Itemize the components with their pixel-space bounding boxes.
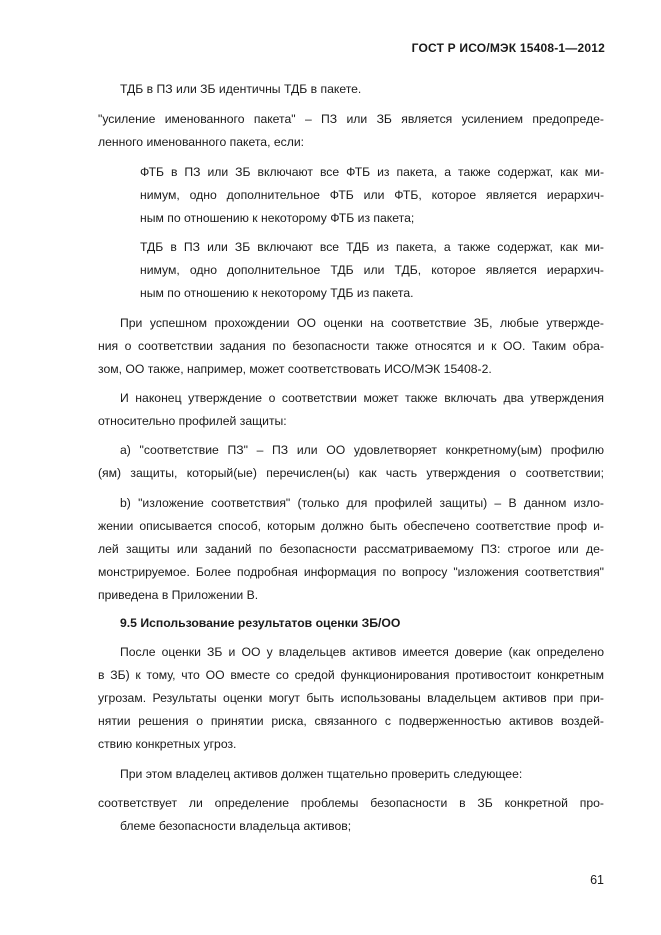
text-line: ным по отношению к некоторому ТДБ из пакета. xyxy=(140,286,414,300)
text-line: нимум, одно дополнительное ФТБ или ФТБ, которое является иерархич- xyxy=(140,188,604,202)
document-header: ГОСТ Р ИСО/МЭК 15408-1—2012 xyxy=(411,41,605,55)
text-line: жении описывается способ, которым должно быть обеспечено соответствие проф и- xyxy=(98,519,604,533)
text-line: При успешном прохождении ОО оценки на соответствие ЗБ, любые утвержде- xyxy=(120,316,604,330)
text-line: ния о соответствии задания по безопасности также относятся и к ОО. Таким обра- xyxy=(98,339,604,353)
text-line: приведена в Приложении В. xyxy=(98,588,259,602)
text-line: относительно профилей защиты: xyxy=(98,414,287,428)
text-line: а) "соответствие ПЗ" – ПЗ или ОО удовлетворяет конкретному(ым) профилю xyxy=(120,443,604,457)
text-line: ТДБ в ПЗ или ЗБ включают все ТДБ из пакета, а также содержат, как ми- xyxy=(140,240,604,254)
text-line: ленного именованного пакета, если: xyxy=(98,135,305,149)
text-line: ствию конкретных угроз. xyxy=(98,737,237,751)
text-line: После оценки ЗБ и ОО у владельцев активов имеется доверие (как определено xyxy=(120,645,604,659)
text-line: ТДБ в ПЗ или ЗБ идентичны ТДБ в пакете. xyxy=(120,82,362,96)
text-line: лей защиты или заданий по безопасности рассматриваемому ПЗ: строгое или де- xyxy=(98,542,604,556)
section-heading: 9.5 Использование результатов оценки ЗБ/ОО xyxy=(120,616,401,630)
page-number: 61 xyxy=(590,873,604,887)
text-line: блеме безопасности владельца активов; xyxy=(120,819,352,833)
text-line: "усиление именованного пакета" – ПЗ или ЗБ является усилением предопреде- xyxy=(98,112,604,126)
text-line: ным по отношению к некоторому ФТБ из пакета; xyxy=(140,211,415,225)
text-line: b) "изложение соответствия" (только для профилей защиты) – В данном изло- xyxy=(120,496,604,510)
text-line: угрозам. Результаты оценки могут быть использованы владельцем активов при при- xyxy=(98,691,604,705)
text-line: монстрируемое. Более подробная информация по вопросу "изложения соответствия" xyxy=(98,565,604,579)
text-line: зом, ОО также, например, может соответствовать ИСО/МЭК 15408-2. xyxy=(98,362,492,376)
text-line: ФТБ в ПЗ или ЗБ включают все ФТБ из пакета, а также содержат, как ми- xyxy=(140,165,604,179)
text-line: нятии решения о принятии риска, связанного с подверженностью активов воздей- xyxy=(98,714,604,728)
text-line: соответствует ли определение проблемы безопасности в ЗБ конкретной про- xyxy=(98,796,604,810)
text-line: При этом владелец активов должен тщательно проверить следующее: xyxy=(120,767,523,781)
text-line: И наконец утверждение о соответствии может также включать два утверждения xyxy=(120,391,604,405)
text-line: в ЗБ) к тому, что ОО вместе со средой функционирования противостоит конкретным xyxy=(98,668,604,682)
text-line: (ям) защиты, который(ые) перечислен(ы) как часть утверждения о соответствии; xyxy=(98,466,604,480)
text-line: нимум, одно дополнительное ТДБ или ТДБ, которое является иерархич- xyxy=(140,263,604,277)
